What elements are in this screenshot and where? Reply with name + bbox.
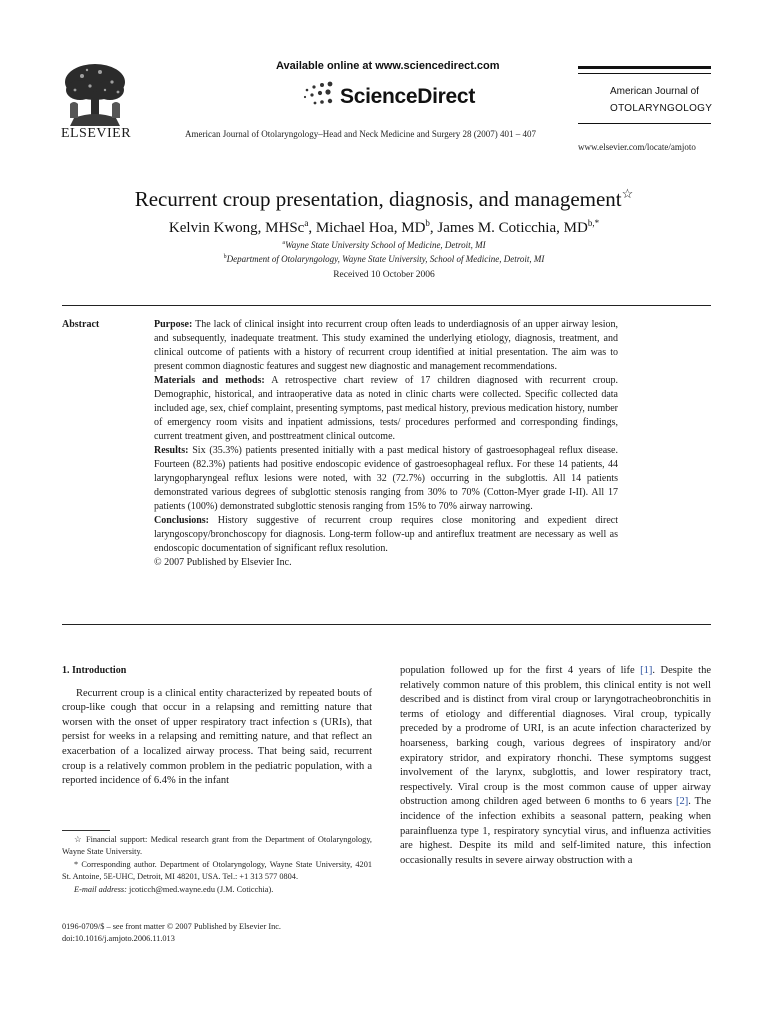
journal-url-link[interactable]: www.elsevier.com/locate/amjoto [578,142,696,152]
abstract-copyright: © 2007 Published by Elsevier Inc. [154,557,292,568]
doi-line[interactable]: doi:10.1016/j.amjoto.2006.11.013 [62,934,175,944]
abstract-purpose [154,318,618,374]
citation-link[interactable]: [2] [676,796,689,808]
sciencedirect-wordmark: ScienceDirect [340,85,476,108]
intro-paragraph-continued [400,664,711,868]
right-column [400,664,711,868]
header-rule [578,73,711,74]
paragraph-text: . Despite the relatively common nature of this problem, this clinical entity is not well described and is distinct from viral croup or laryngotracheobronchitis in terms of etiology and differential diagnoses. Viral croup, typically preceded by a prodrome of URI, is an acute infection characterized by hoarseness, barking cough, various degrees of inspiratory and/or expiratory stridor, and expiratory rhonchi. These symptoms suggest involvement of the larynx, subglottis, and lower respiratory tract, respectively. Viral croup is the most common cause of upper airway obstruction among children aged between 6 months to 6 years [400,665,711,808]
methods-label: Materials and methods: [154,375,265,386]
left-column [62,664,372,789]
author-name: Michael Hoa, MD [315,220,426,236]
author-affiliation-mark: b,* [587,218,600,228]
publisher-name: ELSEVIER [60,126,132,141]
available-online-text: Available online at www.sciencedirect.com [276,60,500,72]
conclusions-text: History suggestive of recurrent croup requires close monitoring and expedient direct laryngoscopy/bronchoscopy for diagnosis. Long-term follow-up and antireflux treatment are necessary as well as endoscopic documentation of significant reflux resolution. [154,515,618,554]
title-footnote-mark[interactable]: ☆ [621,186,634,201]
affiliation-mark: a [282,240,286,246]
author-name: Kelvin Kwong, MHSc [168,220,305,236]
citation-link[interactable]: [1] [640,665,653,676]
paragraph-text: population followed up for the first 4 years of life [400,665,641,676]
conclusions-label: Conclusions: [154,515,210,526]
abstract-label: Abstract [62,319,100,330]
author-name: James M. Coticchia, MD [437,220,588,236]
abstract-bottom-rule [62,624,711,625]
footnotes [62,834,372,896]
methods-text: A retrospective chart review of 17 children diagnosed with recurrent croup. Demographic, historical, and intraoperative data as noted in clinic charts were collected. Specific collected data included age, sex, chief complaint, presenting symptoms, past medical history, previous medication history, number of emergency room visits and inpatient admissions, tests/ procedures performed and corresponding findings, current treatment given, and posttreatment clinical outcome. [154,375,618,442]
journal-citation: American Journal of Otolaryngology–Head and Neck Medicine and Surgery 28 (2007) 401 – 407 [185,129,536,139]
header-rule [578,66,711,69]
corresponding-author-footnote: * Corresponding author. Department of Otolaryngology, Wayne State University, 4201 St. Antoine, 5E-UHC, Detroit, MI 48201, USA. Tel.: +1 313 577 0804. [62,859,372,882]
results-label: Results: [154,445,189,456]
affiliation-mark: b [223,254,227,260]
email-label: E-mail address: [74,884,127,894]
affiliation-text: Wayne State University School of Medicine, Detroit, MI [285,240,486,250]
received-date: Received 10 October 2006 [333,270,435,280]
purpose-label: Purpose: [154,319,193,330]
author-list [0,218,768,237]
article-title [0,186,768,212]
footnote-rule [62,830,110,831]
abstract-conclusions [154,514,618,556]
abstract-results [154,444,618,514]
header-rule [578,123,711,124]
author-affiliation-mark: b [425,218,430,228]
abstract-body [154,318,618,570]
author-separator: , [429,220,438,236]
abstract-top-rule [62,305,711,306]
article-title-text: Recurrent croup presentation, diagnosis, and management [134,187,622,211]
email-address[interactable]: jcoticch@med.wayne.edu (J.M. Coticchia). [126,884,274,894]
author-affiliation-mark: a [304,218,309,228]
purpose-text: The lack of clinical insight into recurrent croup often leads to underdiagnosis of an upper airway lesion, and subsequently, inadequate treatment. This study examined the underlying etiology, diagnosis, treatment, and clinical outcome of patients with a history of recurrent croup identified at initial presentation. The aim was to present common diagnostic features and suggest new diagnostic and management recommendations. [154,319,618,372]
affiliation-text: Department of Otolaryngology, Wayne State University, School of Medicine, Detroit, MI [226,254,545,264]
author-separator: , [308,220,316,236]
results-text: Six (35.3%) patients presented initially with a past medical history of gastroesophageal reflux disease. Fourteen (82.3%) patients had positive endoscopic evidence of gastroesophageal reflux. For these 14 patients, 44 laryngopharyngeal reflux lesions were noted, with 32 (72.7%) occurring in the subglottis. All 14 patients demonstrated various degrees of subglottic stenosis ranging from 30% to 70% (Cotton-Myer grade I-II). All 17 patients (100%) demonstrated subglottic stenosis ranging from 15% to 70% airway narrowing. [154,445,618,512]
abstract-methods [154,374,618,444]
issn-line: 0196-0709/$ – see front matter © 2007 Published by Elsevier Inc. [62,922,281,931]
front-matter [62,921,372,946]
paragraph-text: . The incidence of the infection exhibits a seasonal pattern, peaking when parainfluenza type 1, respiratory syncytial virus, and influenza activities are highest. Despite its mild and self-limited nature, this infection occasionally results in severe airway obstruction with a [400,796,711,866]
affiliation [0,240,768,250]
intro-paragraph: Recurrent croup is a clinical entity characterized by repeated bouts of croup-like cough that occur in a relapsing and remitting nature that worsen with the onset of upper respiratory tract infection s (URIs), that persist for weeks in a relapsing and remitting nature, and that reflect an exacerbation of a localized airway process. That being said, recurrent croup is a relatively common problem in the pediatric population, with a reported incidence of 6.4% in the infant [62,687,372,787]
elsevier-tree-logo [60,60,130,128]
section-heading: 1. Introduction [62,665,127,676]
affiliation [0,254,768,264]
journal-subname: OTOLARYNGOLOGY [610,103,713,114]
sciencedirect-dots-icon [300,80,336,108]
email-footnote [62,884,372,896]
funding-footnote: ☆ Financial support: Medical research grant from the Department of Otolaryngology, Wayne State University. [62,835,372,857]
journal-name: American Journal of [610,86,699,97]
